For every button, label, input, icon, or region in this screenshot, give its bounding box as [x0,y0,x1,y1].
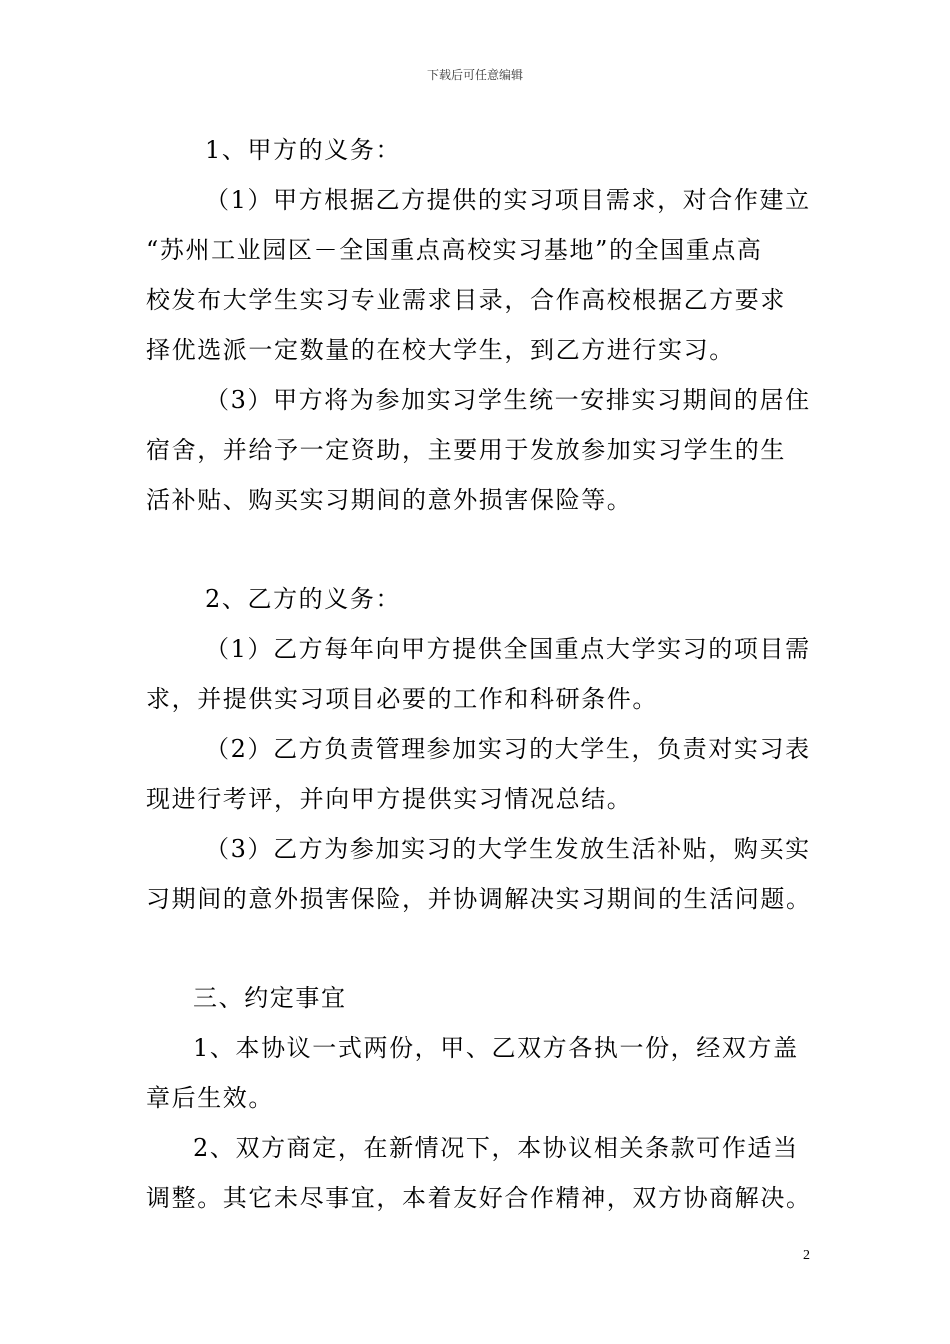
paragraph-line: “苏州工业园区－全国重点高校实习基地”的全国重点高 [146,236,763,264]
paragraph-line: 宿舍，并给予一定资助，主要用于发放参加实习学生的生 [146,436,786,464]
paragraph-line: 习期间的意外损害保险，并协调解决实习期间的生活问题。 [146,885,812,913]
obligations-party-b-heading: 2、乙方的义务： [205,585,402,613]
paragraph-line: （1）乙方每年向甲方提供全国重点大学实习的项目需 [205,635,811,663]
section-heading-agreement-matters: 三、约定事宜 [193,984,347,1012]
paragraph-line: （3）甲方将为参加实习学生统一安排实习期间的居住 [205,386,811,414]
page-header: 下载后可任意编辑 [426,68,523,82]
page-number: 2 [803,1248,810,1263]
paragraph-line: 择优选派一定数量的在校大学生，到乙方进行实习。 [146,336,735,364]
paragraph-line: 现进行考评，并向甲方提供实习情况总结。 [146,785,633,813]
paragraph-line: （1）甲方根据乙方提供的实习项目需求，对合作建立 [205,186,811,214]
paragraph-line: 求，并提供实习项目必要的工作和科研条件。 [146,685,658,713]
paragraph-line: （3）乙方为参加实习的大学生发放生活补贴，购买实 [205,835,811,863]
paragraph-line: 2、双方商定，在新情况下，本协议相关条款可作适当 [193,1134,799,1162]
obligations-party-a-heading: 1、甲方的义务： [205,136,402,164]
paragraph-line: （2）乙方负责管理参加实习的大学生，负责对实习表 [205,735,811,763]
paragraph-line: 校发布大学生实习专业需求目录，合作高校根据乙方要求 [146,286,786,314]
paragraph-line: 活补贴、购买实习期间的意外损害保险等。 [146,486,633,514]
paragraph-line: 1、本协议一式两份，甲、乙双方各执一份，经双方盖 [193,1034,799,1062]
paragraph-line: 调整。其它未尽事宜，本着友好合作精神，双方协商解决。 [146,1184,812,1212]
paragraph-line: 章后生效。 [146,1084,274,1112]
